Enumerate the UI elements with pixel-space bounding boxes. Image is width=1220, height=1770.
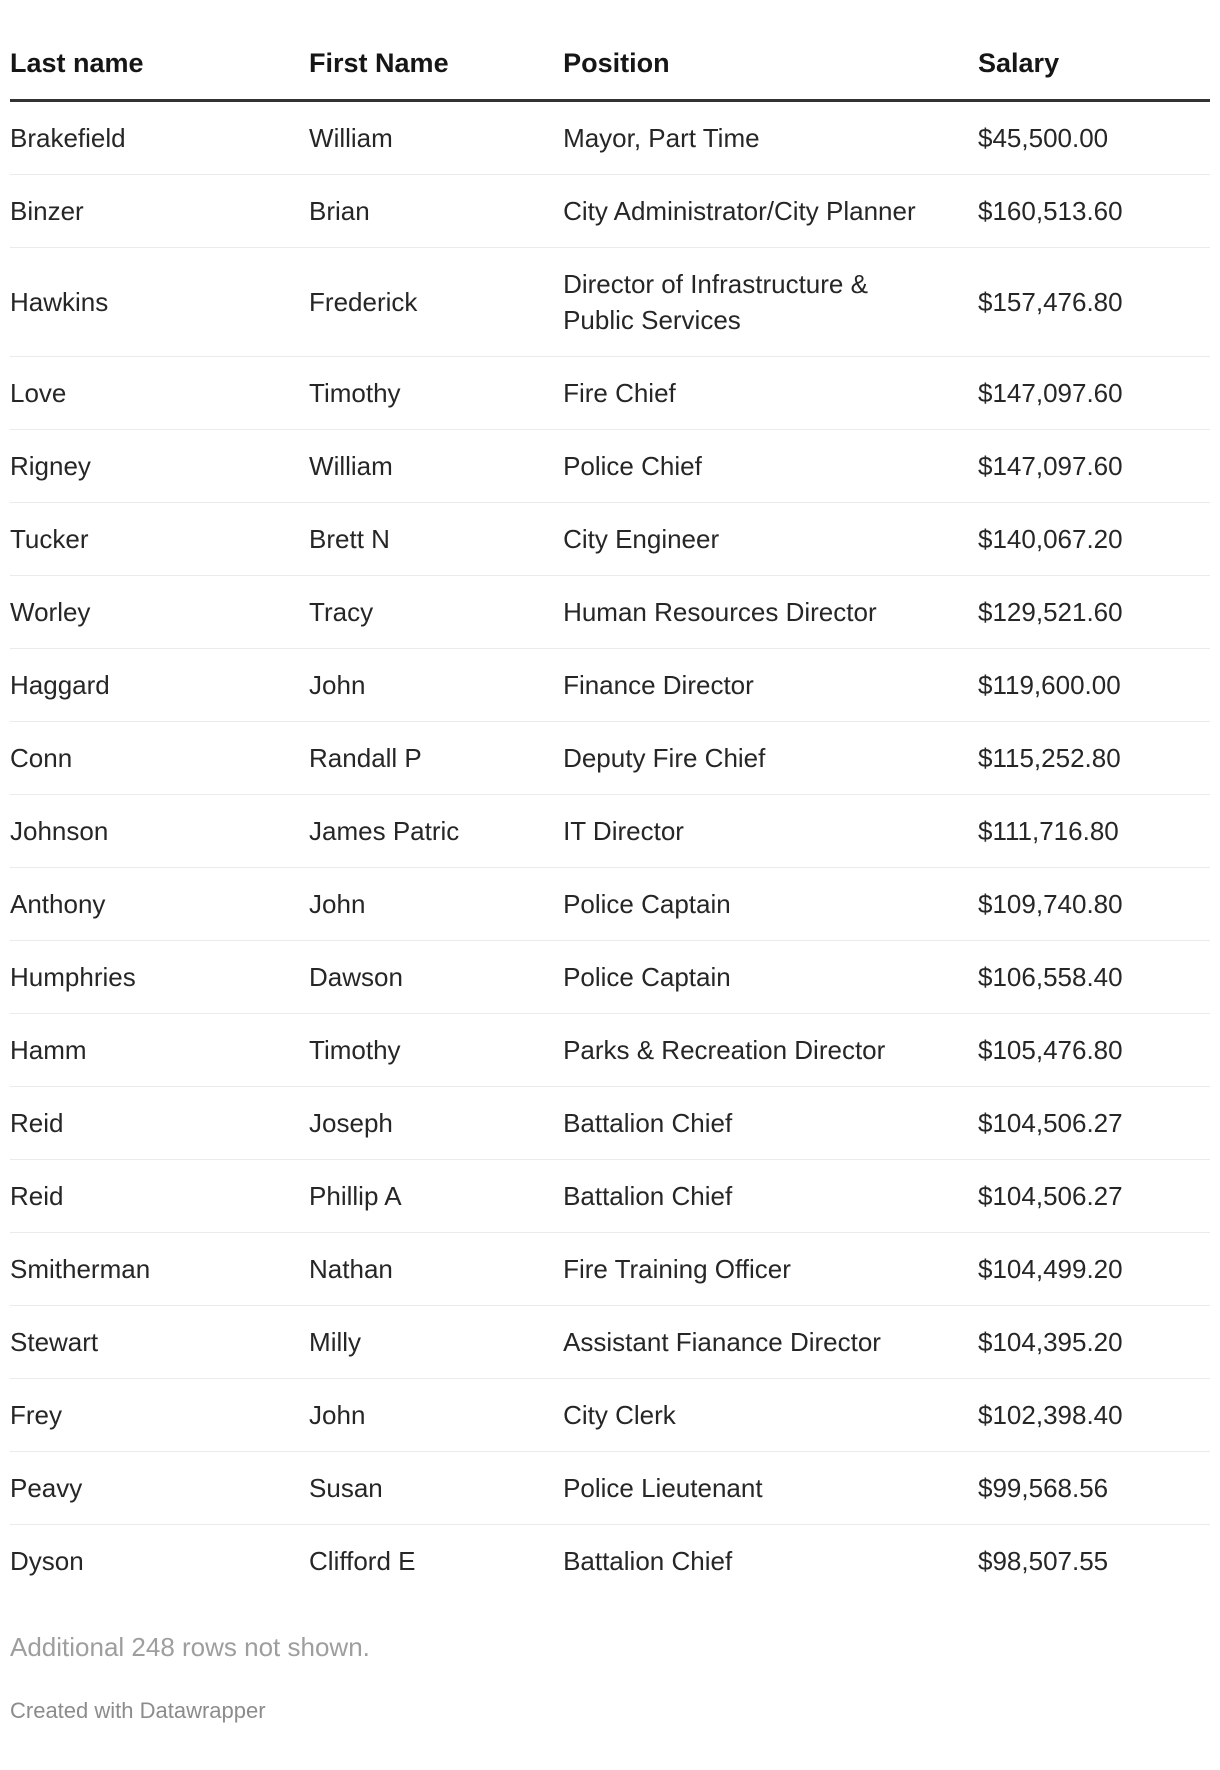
table-row bbox=[10, 1233, 1210, 1306]
cell-last-name: Love bbox=[10, 357, 309, 430]
cell-last-name: Tucker bbox=[10, 503, 309, 576]
cell-first-name: Timothy bbox=[309, 1014, 563, 1087]
cell-first-name: Randall P bbox=[309, 722, 563, 795]
table-row bbox=[10, 248, 1210, 357]
cell-salary: $147,097.60 bbox=[978, 430, 1210, 503]
cell-last-name: Worley bbox=[10, 576, 309, 649]
cell-first-name: William bbox=[309, 101, 563, 175]
table-row bbox=[10, 357, 1210, 430]
cell-position: Finance Director bbox=[563, 649, 978, 722]
cell-position: IT Director bbox=[563, 795, 978, 868]
cell-salary: $109,740.80 bbox=[978, 868, 1210, 941]
cell-first-name: Phillip A bbox=[309, 1160, 563, 1233]
cell-last-name: Conn bbox=[10, 722, 309, 795]
cell-first-name: Frederick bbox=[309, 248, 563, 357]
cell-salary: $106,558.40 bbox=[978, 941, 1210, 1014]
table-row bbox=[10, 1452, 1210, 1525]
cell-salary: $104,499.20 bbox=[978, 1233, 1210, 1306]
cell-salary: $99,568.56 bbox=[978, 1452, 1210, 1525]
column-header-position: Position bbox=[563, 40, 978, 101]
column-header-first-name: First Name bbox=[309, 40, 563, 101]
table-row bbox=[10, 868, 1210, 941]
cell-position: Police Captain bbox=[563, 941, 978, 1014]
table-row bbox=[10, 795, 1210, 868]
cell-position: Battalion Chief bbox=[563, 1160, 978, 1233]
table-row bbox=[10, 1525, 1210, 1598]
cell-salary: $104,395.20 bbox=[978, 1306, 1210, 1379]
cell-position: City Engineer bbox=[563, 503, 978, 576]
cell-position: Battalion Chief bbox=[563, 1546, 733, 1576]
cell-first-name: Nathan bbox=[309, 1233, 563, 1306]
cell-salary: $102,398.40 bbox=[978, 1379, 1210, 1452]
cell-last-name: Anthony bbox=[10, 868, 309, 941]
table-row bbox=[10, 1379, 1210, 1452]
cell-position: Mayor, Part Time bbox=[563, 101, 978, 175]
cell-first-name: William bbox=[309, 430, 563, 503]
table-row bbox=[10, 722, 1210, 795]
cell-salary: $115,252.80 bbox=[978, 722, 1210, 795]
cell-salary: $45,500.00 bbox=[978, 101, 1210, 175]
cell-salary: $104,506.27 bbox=[978, 1160, 1210, 1233]
cell-salary: $160,513.60 bbox=[978, 175, 1210, 248]
cell-last-name: Reid bbox=[10, 1087, 309, 1160]
cell-first-name: Joseph bbox=[309, 1087, 563, 1160]
table-row bbox=[10, 576, 1210, 649]
cell-last-name: Peavy bbox=[10, 1452, 309, 1525]
table-body bbox=[10, 101, 1210, 1598]
datawrapper-credit-link[interactable]: Created with Datawrapper bbox=[10, 1698, 266, 1723]
cell-position: City Administrator/City Planner bbox=[563, 175, 978, 248]
cell-position: Director of Infrastructure & Public Services bbox=[563, 248, 978, 357]
cell-position: Parks & Recreation Director bbox=[563, 1014, 978, 1087]
table-row bbox=[10, 941, 1210, 1014]
cell-salary: $104,506.27 bbox=[978, 1087, 1210, 1160]
cell-position: Assistant Fianance Director bbox=[563, 1306, 978, 1379]
cell-position: Battalion Chief bbox=[563, 1087, 978, 1160]
cell-last-name: Dyson bbox=[10, 1546, 84, 1576]
header-row bbox=[10, 40, 1210, 101]
cell-salary: $157,476.80 bbox=[978, 248, 1210, 357]
cell-salary: $119,600.00 bbox=[978, 649, 1210, 722]
cell-last-name: Humphries bbox=[10, 941, 309, 1014]
table-row bbox=[10, 175, 1210, 248]
cell-first-name: Tracy bbox=[309, 576, 563, 649]
table-row bbox=[10, 1160, 1210, 1233]
cell-first-name: Milly bbox=[309, 1306, 563, 1379]
cell-salary: $147,097.60 bbox=[978, 357, 1210, 430]
cell-last-name: Brakefield bbox=[10, 101, 309, 175]
cell-last-name: Haggard bbox=[10, 649, 309, 722]
cell-last-name: Johnson bbox=[10, 795, 309, 868]
cell-last-name: Frey bbox=[10, 1379, 309, 1452]
table-row bbox=[10, 1306, 1210, 1379]
cell-salary: $105,476.80 bbox=[978, 1014, 1210, 1087]
cell-last-name: Rigney bbox=[10, 430, 309, 503]
cell-first-name: Brian bbox=[309, 175, 563, 248]
table-row bbox=[10, 503, 1210, 576]
cell-salary: $129,521.60 bbox=[978, 576, 1210, 649]
column-header-last-name: Last name bbox=[10, 40, 309, 101]
cell-last-name: Smitherman bbox=[10, 1233, 309, 1306]
cell-first-name: Susan bbox=[309, 1452, 563, 1525]
cell-first-name: John bbox=[309, 1379, 563, 1452]
table-row bbox=[10, 430, 1210, 503]
cell-position: Police Lieutenant bbox=[563, 1452, 978, 1525]
cell-first-name: Timothy bbox=[309, 357, 563, 430]
cell-last-name: Hamm bbox=[10, 1014, 309, 1087]
cell-position: Police Captain bbox=[563, 868, 978, 941]
cell-salary: $98,507.55 bbox=[978, 1546, 1109, 1576]
cell-salary: $140,067.20 bbox=[978, 503, 1210, 576]
cell-first-name: John bbox=[309, 868, 563, 941]
cell-first-name: Brett N bbox=[309, 503, 563, 576]
cell-first-name: Dawson bbox=[309, 941, 563, 1014]
cell-last-name: Reid bbox=[10, 1160, 309, 1233]
cell-last-name: Binzer bbox=[10, 175, 309, 248]
cell-position: Fire Chief bbox=[563, 357, 978, 430]
cell-first-name: James Patric bbox=[309, 795, 563, 868]
cell-position: City Clerk bbox=[563, 1379, 978, 1452]
cell-position: Human Resources Director bbox=[563, 576, 978, 649]
rows-not-shown-note: Additional 248 rows not shown. bbox=[10, 1632, 370, 1662]
cell-position: Fire Training Officer bbox=[563, 1233, 978, 1306]
cell-last-name: Stewart bbox=[10, 1306, 309, 1379]
table-row bbox=[10, 649, 1210, 722]
column-header-salary: Salary bbox=[978, 40, 1210, 101]
cell-position: Police Chief bbox=[563, 430, 978, 503]
salary-table bbox=[10, 40, 1210, 1597]
cell-last-name: Hawkins bbox=[10, 248, 309, 357]
table-row bbox=[10, 101, 1210, 175]
table-row bbox=[10, 1087, 1210, 1160]
cell-salary: $111,716.80 bbox=[978, 795, 1210, 868]
cell-position: Deputy Fire Chief bbox=[563, 722, 978, 795]
cell-first-name: Clifford E bbox=[309, 1546, 416, 1576]
cell-first-name: John bbox=[309, 649, 563, 722]
table-row bbox=[10, 1014, 1210, 1087]
